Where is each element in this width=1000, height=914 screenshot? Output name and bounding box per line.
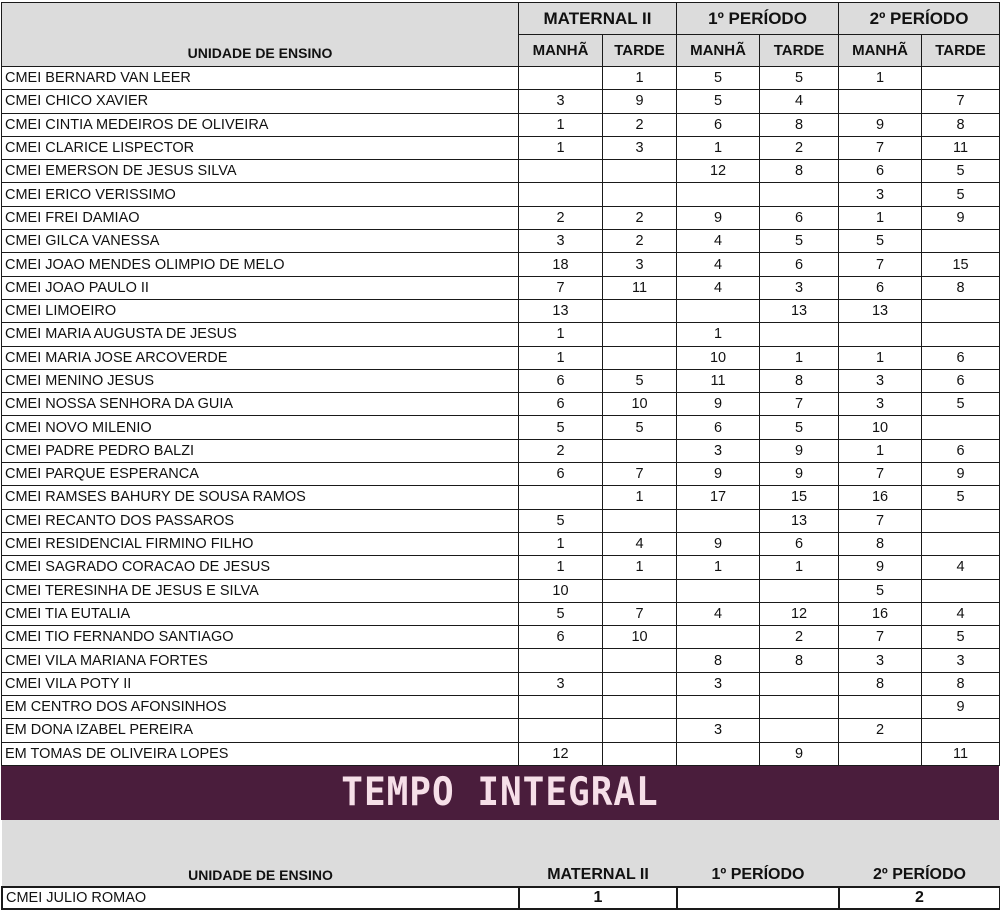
school-name: CMEI CHICO XAVIER (2, 90, 519, 113)
table-row (2, 579, 1000, 602)
vacancy-count: 3 (922, 649, 1000, 672)
vacancy-count: 16 (839, 486, 922, 509)
vacancy-count (519, 67, 603, 90)
vacancy-count: 9 (677, 206, 760, 229)
school-name: CMEI TERESINHA DE JESUS E SILVA (2, 579, 519, 602)
vacancy-count: 11 (603, 276, 677, 299)
vacancy-count: 7 (839, 253, 922, 276)
vacancy-count: 10 (839, 416, 922, 439)
vacancy-count: 5 (519, 509, 603, 532)
school-name: CMEI FREI DAMIAO (2, 206, 519, 229)
vacancy-count (603, 742, 677, 765)
vacancy-count: 1 (519, 887, 677, 909)
table-row (2, 742, 1000, 765)
vacancy-count: 2 (760, 136, 839, 159)
vacancy-count: 7 (839, 626, 922, 649)
school-name: CMEI PADRE PEDRO BALZI (2, 439, 519, 462)
vacancy-count: 1 (839, 206, 922, 229)
vacancy-count (922, 299, 1000, 322)
vacancy-count: 5 (839, 579, 922, 602)
vacancy-count: 1 (519, 532, 603, 555)
vacancy-count: 9 (839, 113, 922, 136)
vacancy-count (677, 742, 760, 765)
table-row (2, 299, 1000, 322)
vacancy-count: 1 (603, 67, 677, 90)
vacancy-count: 6 (922, 439, 1000, 462)
vacancy-count (760, 323, 839, 346)
vacancy-count (839, 696, 922, 719)
vacancy-count: 6 (519, 369, 603, 392)
vacancy-count: 4 (603, 532, 677, 555)
subheader-shift: MANHÃ (839, 35, 922, 67)
vacancy-count: 10 (603, 626, 677, 649)
vacancy-count (677, 579, 760, 602)
vacancy-count: 10 (677, 346, 760, 369)
school-name: CMEI JOAO MENDES OLIMPIO DE MELO (2, 253, 519, 276)
vacancy-count: 2 (603, 113, 677, 136)
vacancy-count: 15 (922, 253, 1000, 276)
vacancy-count: 7 (603, 602, 677, 625)
vacancy-count: 13 (839, 299, 922, 322)
school-name: CMEI MENINO JESUS (2, 369, 519, 392)
vacancy-count: 11 (922, 742, 1000, 765)
vacancy-count: 3 (839, 183, 922, 206)
vacancy-count (760, 579, 839, 602)
vacancy-count (922, 323, 1000, 346)
vacancy-count: 6 (760, 253, 839, 276)
vacancy-count: 7 (839, 509, 922, 532)
vacancy-count: 5 (760, 416, 839, 439)
vacancy-count: 11 (677, 369, 760, 392)
school-name: CMEI RESIDENCIAL FIRMINO FILHO (2, 532, 519, 555)
vacancy-count (603, 183, 677, 206)
subheader-shift: MANHÃ (677, 35, 760, 67)
vacancy-count: 6 (760, 206, 839, 229)
vacancy-count: 1 (760, 346, 839, 369)
vacancy-count (839, 90, 922, 113)
vacancy-count: 3 (519, 672, 603, 695)
section-banner (1, 766, 999, 820)
vacancy-count: 9 (677, 532, 760, 555)
vacancy-count: 4 (677, 253, 760, 276)
vacancy-count: 8 (839, 672, 922, 695)
unit-column-header: UNIDADE DE ENSINO (2, 3, 519, 67)
school-name: CMEI BERNARD VAN LEER (2, 67, 519, 90)
vacancy-count (922, 67, 1000, 90)
vacancy-count (922, 532, 1000, 555)
school-name: CMEI NOSSA SENHORA DA GUIA (2, 393, 519, 416)
vacancy-count: 18 (519, 253, 603, 276)
vacancy-count (519, 719, 603, 742)
vacancy-count: 1 (677, 323, 760, 346)
vacancy-count: 4 (922, 602, 1000, 625)
table-row (2, 393, 1000, 416)
school-name: CMEI JULIO ROMAO (2, 887, 519, 909)
vacancy-count (519, 649, 603, 672)
school-name: CMEI SAGRADO CORACAO DE JESUS (2, 556, 519, 579)
table-row (2, 532, 1000, 555)
vacancy-count: 2 (760, 626, 839, 649)
vacancy-count: 1 (677, 556, 760, 579)
vacancy-count: 1 (519, 556, 603, 579)
vacancy-count: 8 (760, 649, 839, 672)
school-name: CMEI TIA EUTALIA (2, 602, 519, 625)
school-name: CMEI RECANTO DOS PASSAROS (2, 509, 519, 532)
vacancy-count (603, 672, 677, 695)
table-row (2, 486, 1000, 509)
vacancy-count: 7 (760, 393, 839, 416)
vacancy-count: 7 (922, 90, 1000, 113)
vacancy-count: 3 (839, 649, 922, 672)
vacancy-count: 3 (677, 672, 760, 695)
school-name: CMEI VILA MARIANA FORTES (2, 649, 519, 672)
vacancy-count (922, 416, 1000, 439)
school-name: CMEI JOAO PAULO II (2, 276, 519, 299)
vacancy-count (677, 509, 760, 532)
vacancy-count: 7 (603, 463, 677, 486)
vacancy-count: 7 (839, 463, 922, 486)
vacancy-count: 9 (760, 463, 839, 486)
vacancy-count: 3 (603, 253, 677, 276)
table-row (2, 556, 1000, 579)
school-name: CMEI TIO FERNANDO SANTIAGO (2, 626, 519, 649)
vacancy-count: 12 (760, 602, 839, 625)
vacancy-count (677, 299, 760, 322)
vacancy-count: 9 (677, 393, 760, 416)
vacancy-count: 9 (677, 463, 760, 486)
table-row (2, 346, 1000, 369)
vacancy-count: 5 (922, 626, 1000, 649)
vacancy-count (603, 299, 677, 322)
vacancy-count: 3 (839, 369, 922, 392)
vacancy-count: 3 (603, 136, 677, 159)
integral-table-body (2, 887, 1000, 909)
vacancy-count: 6 (519, 626, 603, 649)
vacancy-count (603, 346, 677, 369)
vacancy-count: 4 (677, 276, 760, 299)
school-name: CMEI MARIA AUGUSTA DE JESUS (2, 323, 519, 346)
vacancy-count: 5 (922, 486, 1000, 509)
vacancy-count: 12 (677, 160, 760, 183)
vacancy-count (677, 183, 760, 206)
school-name: CMEI NOVO MILENIO (2, 416, 519, 439)
school-name: EM DONA IZABEL PEREIRA (2, 719, 519, 742)
vacancy-count (677, 626, 760, 649)
vacancy-count (760, 719, 839, 742)
vacancy-count: 8 (839, 532, 922, 555)
vacancy-count: 5 (922, 183, 1000, 206)
table-row (2, 136, 1000, 159)
vacancy-count: 1 (519, 136, 603, 159)
table-row (2, 230, 1000, 253)
integral-table (1, 820, 1000, 910)
vacancy-count: 5 (603, 369, 677, 392)
school-name: CMEI RAMSES BAHURY DE SOUSA RAMOS (2, 486, 519, 509)
table-row (2, 67, 1000, 90)
vacancy-count (519, 160, 603, 183)
table-row (2, 626, 1000, 649)
vacancy-count (519, 696, 603, 719)
school-name: CMEI PARQUE ESPERANCA (2, 463, 519, 486)
vacancy-count (603, 719, 677, 742)
school-name: CMEI CINTIA MEDEIROS DE OLIVEIRA (2, 113, 519, 136)
table-row (2, 253, 1000, 276)
vacancy-count: 10 (519, 579, 603, 602)
vacancy-count: 5 (760, 230, 839, 253)
vacancy-count: 8 (760, 160, 839, 183)
vacancy-count (922, 509, 1000, 532)
vacancy-count: 4 (677, 602, 760, 625)
vacancy-count: 1 (603, 556, 677, 579)
vacancy-count (603, 509, 677, 532)
school-name: CMEI ERICO VERISSIMO (2, 183, 519, 206)
vacancy-count: 1 (519, 346, 603, 369)
vacancy-count: 8 (922, 672, 1000, 695)
vacancy-count: 4 (760, 90, 839, 113)
vacancy-count (603, 439, 677, 462)
table-row (2, 183, 1000, 206)
vacancy-count: 6 (922, 346, 1000, 369)
vacancy-count: 6 (839, 160, 922, 183)
vacancy-count: 6 (677, 113, 760, 136)
group-header-periodo-1: 1º PERÍODO (677, 820, 839, 887)
vacancy-count (603, 579, 677, 602)
table-row (2, 649, 1000, 672)
vacancy-count: 1 (603, 486, 677, 509)
school-name: CMEI CLARICE LISPECTOR (2, 136, 519, 159)
vacancy-count: 6 (760, 532, 839, 555)
school-name: CMEI VILA POTY II (2, 672, 519, 695)
vacancy-count (603, 696, 677, 719)
vacancy-count: 10 (603, 393, 677, 416)
subheader-shift: MANHÃ (519, 35, 603, 67)
vacancy-count: 2 (839, 719, 922, 742)
vacancy-table (1, 2, 1000, 766)
vacancy-count (603, 649, 677, 672)
vacancy-count: 9 (922, 696, 1000, 719)
vacancy-count: 1 (839, 67, 922, 90)
vacancy-count: 8 (760, 113, 839, 136)
subheader-shift: TARDE (603, 35, 677, 67)
table-row (2, 90, 1000, 113)
vacancy-count: 6 (922, 369, 1000, 392)
vacancy-count: 3 (519, 230, 603, 253)
table-row (2, 887, 1000, 909)
vacancy-count: 12 (519, 742, 603, 765)
vacancy-count: 6 (519, 393, 603, 416)
vacancy-count (603, 323, 677, 346)
unit-column-header: UNIDADE DE ENSINO (2, 820, 519, 887)
vacancy-count: 8 (922, 113, 1000, 136)
section-title: TEMPO INTEGRAL (341, 770, 659, 816)
vacancy-count: 4 (922, 556, 1000, 579)
vacancy-count: 7 (839, 136, 922, 159)
table-row (2, 416, 1000, 439)
school-name: EM TOMAS DE OLIVEIRA LOPES (2, 742, 519, 765)
vacancy-count: 5 (760, 67, 839, 90)
vacancy-count: 13 (760, 509, 839, 532)
vacancy-count: 2 (603, 230, 677, 253)
vacancy-count: 1 (839, 439, 922, 462)
group-header-maternal: MATERNAL II (519, 3, 677, 35)
table-row (2, 696, 1000, 719)
vacancy-count: 2 (603, 206, 677, 229)
vacancy-count (677, 696, 760, 719)
vacancy-count: 6 (677, 416, 760, 439)
vacancy-count (603, 160, 677, 183)
vacancy-count: 13 (760, 299, 839, 322)
vacancy-count: 3 (677, 439, 760, 462)
vacancy-count: 5 (603, 416, 677, 439)
vacancy-count: 6 (839, 276, 922, 299)
table-row (2, 113, 1000, 136)
vacancy-count: 13 (519, 299, 603, 322)
vacancy-count: 9 (839, 556, 922, 579)
vacancy-count: 5 (677, 67, 760, 90)
vacancy-count: 1 (839, 346, 922, 369)
table-row (2, 439, 1000, 462)
table-row (2, 323, 1000, 346)
vacancy-count (839, 323, 922, 346)
school-name: CMEI LIMOEIRO (2, 299, 519, 322)
vacancy-count: 2 (519, 439, 603, 462)
table-row (2, 719, 1000, 742)
vacancy-count (922, 579, 1000, 602)
vacancy-count (760, 672, 839, 695)
table-row (2, 463, 1000, 486)
vacancy-count: 1 (760, 556, 839, 579)
table-row (2, 602, 1000, 625)
vacancy-count: 9 (760, 439, 839, 462)
vacancy-count: 9 (922, 206, 1000, 229)
school-name: CMEI GILCA VANESSA (2, 230, 519, 253)
vacancy-count (677, 887, 839, 909)
vacancy-count: 6 (519, 463, 603, 486)
vacancy-count (519, 486, 603, 509)
vacancy-count: 8 (922, 276, 1000, 299)
vacancy-count: 4 (677, 230, 760, 253)
group-header-maternal: MATERNAL II (519, 820, 677, 887)
table-row (2, 276, 1000, 299)
vacancy-count: 1 (677, 136, 760, 159)
vacancy-count: 1 (519, 323, 603, 346)
vacancy-count: 9 (760, 742, 839, 765)
vacancy-count: 3 (519, 90, 603, 113)
vacancy-count (922, 230, 1000, 253)
vacancy-count: 8 (677, 649, 760, 672)
vacancy-count: 3 (839, 393, 922, 416)
group-header-periodo-2: 2º PERÍODO (839, 3, 1000, 35)
vacancy-count (760, 183, 839, 206)
vacancy-count: 8 (760, 369, 839, 392)
vacancy-count: 16 (839, 602, 922, 625)
school-name: CMEI EMERSON DE JESUS SILVA (2, 160, 519, 183)
vacancy-count: 1 (519, 113, 603, 136)
vacancy-count: 5 (839, 230, 922, 253)
group-header-periodo-2: 2º PERÍODO (839, 820, 1000, 887)
vacancy-count: 2 (839, 887, 1000, 909)
vacancy-count (760, 696, 839, 719)
school-name: EM CENTRO DOS AFONSINHOS (2, 696, 519, 719)
vacancy-count: 3 (760, 276, 839, 299)
vacancy-count: 9 (603, 90, 677, 113)
vacancy-count: 5 (519, 416, 603, 439)
vacancy-count: 15 (760, 486, 839, 509)
school-name: CMEI MARIA JOSE ARCOVERDE (2, 346, 519, 369)
vacancy-count: 5 (519, 602, 603, 625)
vacancy-count (922, 719, 1000, 742)
vacancy-count: 5 (922, 160, 1000, 183)
vacancy-count: 9 (922, 463, 1000, 486)
vacancy-count (839, 742, 922, 765)
vacancy-count: 7 (519, 276, 603, 299)
vacancy-count: 5 (677, 90, 760, 113)
subheader-shift: TARDE (760, 35, 839, 67)
vacancy-count: 5 (922, 393, 1000, 416)
table-row (2, 672, 1000, 695)
vacancy-count (519, 183, 603, 206)
vacancy-count: 3 (677, 719, 760, 742)
vacancy-count: 2 (519, 206, 603, 229)
subheader-shift: TARDE (922, 35, 1000, 67)
table-row (2, 206, 1000, 229)
group-header-periodo-1: 1º PERÍODO (677, 3, 839, 35)
table-row (2, 160, 1000, 183)
vacancy-count: 17 (677, 486, 760, 509)
vacancy-count: 11 (922, 136, 1000, 159)
table-row (2, 369, 1000, 392)
table-row (2, 509, 1000, 532)
table-body (2, 67, 1000, 766)
